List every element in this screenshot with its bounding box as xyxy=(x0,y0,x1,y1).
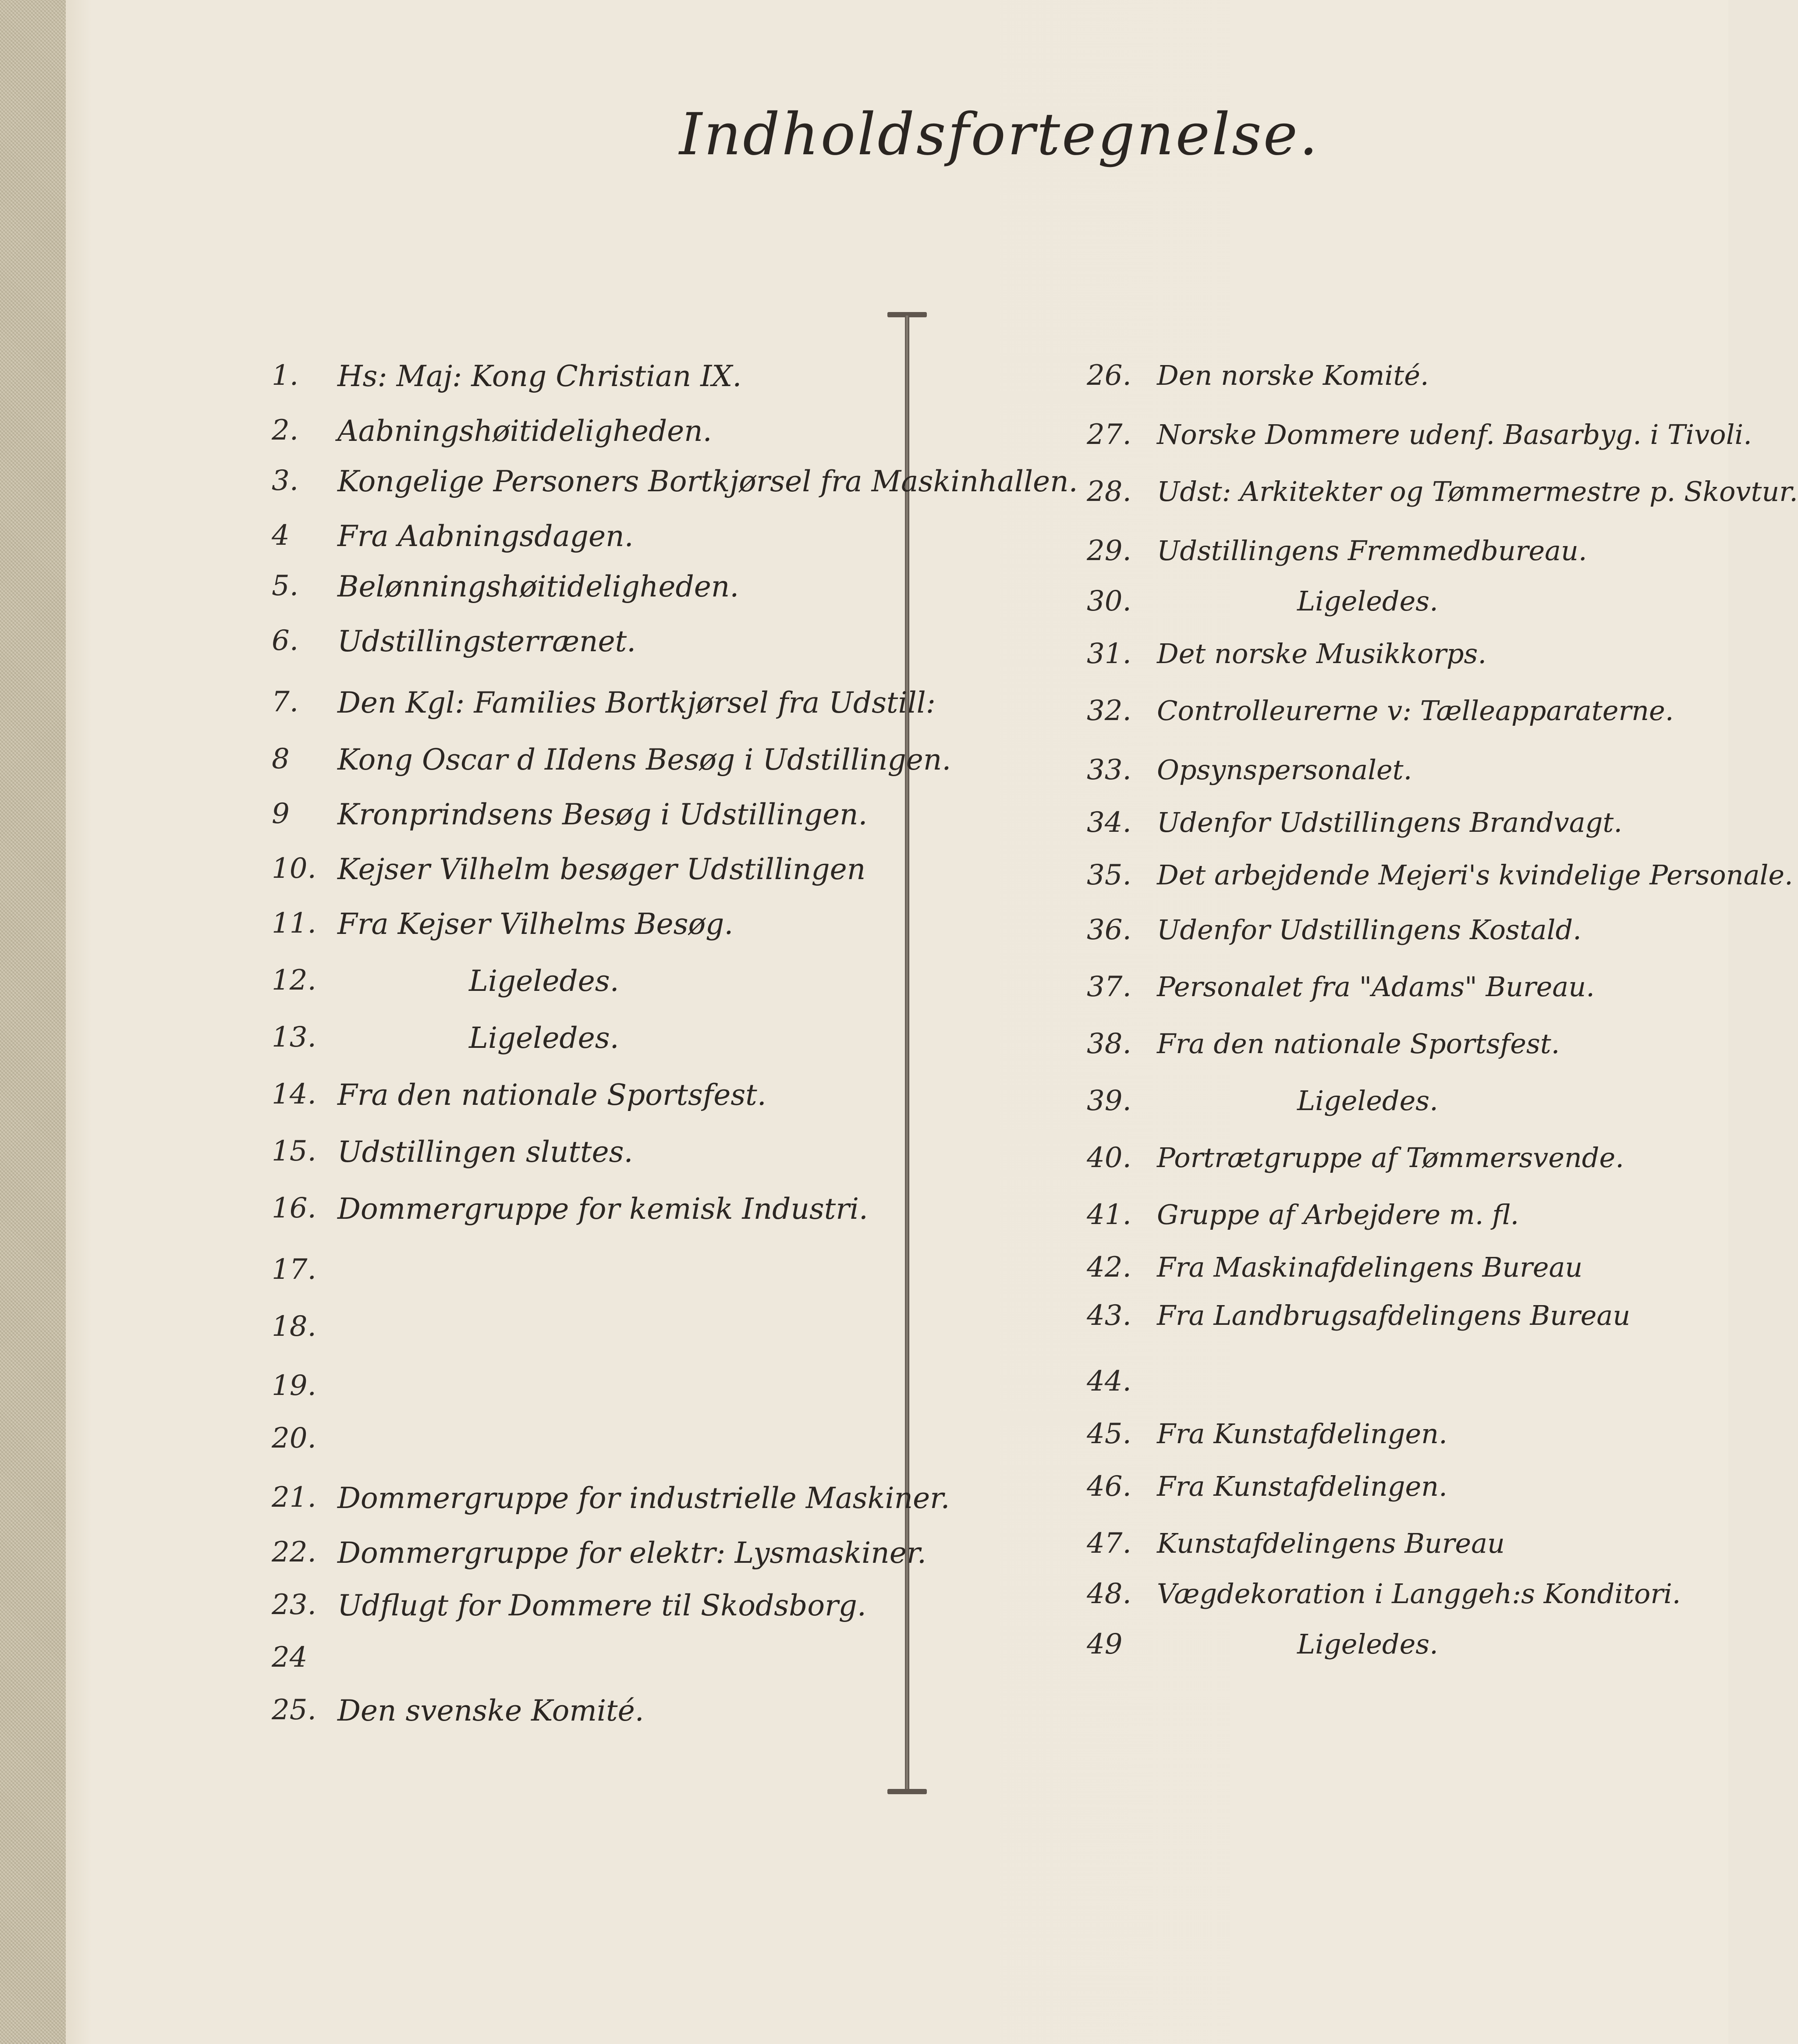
entry-number: 49 xyxy=(1087,1628,1123,1661)
entry-number: 34. xyxy=(1087,806,1131,839)
entry-number: 5. xyxy=(272,570,299,602)
entry-number: 6. xyxy=(272,625,299,657)
entry-title: Ligeledes. xyxy=(469,1021,619,1055)
entry-title: Kongelige Personers Bortkjørsel fra Maskinhallen. xyxy=(337,465,1078,498)
entry-number: 19. xyxy=(272,1370,316,1402)
binding-spine xyxy=(0,0,67,2044)
entry-number: 27. xyxy=(1087,419,1131,451)
entry-title: Fra Kunstafdelingen. xyxy=(1157,1418,1447,1450)
entry-title: Fra Aabningsdagen. xyxy=(337,519,634,553)
entry-title: Udenfor Udstillingens Kostald. xyxy=(1157,914,1582,946)
entry-title: Den Kgl: Families Bortkjørsel fra Udstill: xyxy=(337,686,936,720)
entry-title: Dommergruppe for elektr: Lysmaskiner. xyxy=(337,1536,927,1570)
entry-number: 28. xyxy=(1087,476,1131,508)
entry-number: 13. xyxy=(272,1021,316,1054)
entry-title: Gruppe af Arbejdere m. fl. xyxy=(1157,1199,1519,1231)
entry-number: 8 xyxy=(272,743,290,775)
entry-title: Fra Landbrugsafdelingens Bureau xyxy=(1157,1299,1631,1331)
entry-number: 4 xyxy=(272,519,290,552)
entry-number: 35. xyxy=(1087,859,1131,891)
entry-number: 41. xyxy=(1087,1199,1131,1231)
entry-number: 21. xyxy=(272,1481,316,1514)
entry-title: Fra Maskinafdelingens Bureau xyxy=(1157,1251,1583,1283)
entry-number: 9 xyxy=(272,798,290,830)
entry-number: 46. xyxy=(1087,1470,1131,1503)
entry-number: 23. xyxy=(272,1589,316,1621)
entry-number: 16. xyxy=(272,1192,316,1224)
entry-title: Udflugt for Dommere til Skodsborg. xyxy=(337,1589,866,1622)
entry-number: 24 xyxy=(272,1641,308,1674)
entry-title: Opsynspersonalet. xyxy=(1157,754,1412,786)
entry-number: 30. xyxy=(1087,585,1131,617)
entry-title: Udst: Arkitekter og Tømmermestre p. Skovtur. xyxy=(1157,476,1798,507)
entry-number: 40. xyxy=(1087,1142,1131,1174)
entry-title: Kronprindsens Besøg i Udstillingen. xyxy=(337,798,868,831)
entry-number: 25. xyxy=(272,1694,316,1726)
entry-title: Norske Dommere udenf. Basarbyg. i Tivoli. xyxy=(1157,419,1752,451)
rod-cap-bottom xyxy=(887,1789,927,1794)
entry-number: 44. xyxy=(1087,1365,1131,1398)
entry-number: 10. xyxy=(272,852,316,885)
entry-number: 31. xyxy=(1087,638,1131,670)
entry-number: 2. xyxy=(272,414,299,447)
entry-title: Ligeledes. xyxy=(1297,585,1438,617)
entry-number: 29. xyxy=(1087,535,1131,567)
entry-number: 39. xyxy=(1087,1085,1131,1117)
entry-number: 33. xyxy=(1087,754,1131,786)
entry-title: Controlleurerne v: Tælleapparaterne. xyxy=(1157,695,1674,727)
entry-title: Udstillingsterrænet. xyxy=(337,625,636,658)
entry-number: 36. xyxy=(1087,914,1131,946)
entry-title: Kejser Vilhelm besøger Udstillingen xyxy=(337,852,866,886)
entry-number: 18. xyxy=(272,1310,316,1343)
entry-number: 43. xyxy=(1087,1299,1131,1332)
page-title: Indholdsfortegnelse. xyxy=(679,101,1319,168)
entry-title: Udstillingen sluttes. xyxy=(337,1135,633,1169)
entry-title: Kunstafdelingens Bureau xyxy=(1157,1527,1505,1559)
entry-number: 12. xyxy=(272,964,316,997)
rod xyxy=(905,316,909,1792)
entry-title: Fra den nationale Sportsfest. xyxy=(337,1078,766,1112)
entry-number: 48. xyxy=(1087,1578,1131,1610)
entry-number: 1. xyxy=(272,359,299,392)
entry-title: Ligeledes. xyxy=(1297,1085,1438,1117)
entry-number: 26. xyxy=(1087,359,1131,392)
entry-title: Fra den nationale Sportsfest. xyxy=(1157,1028,1560,1060)
entry-title: Fra Kunstafdelingen. xyxy=(1157,1470,1447,1502)
entry-title: Belønningshøitideligheden. xyxy=(337,570,739,603)
entry-title: Vægdekoration i Langgeh:s Konditori. xyxy=(1157,1578,1681,1610)
entry-number: 3. xyxy=(272,465,299,497)
entry-number: 11. xyxy=(272,907,316,940)
entry-title: Den norske Komité. xyxy=(1157,359,1429,391)
entry-title: Fra Kejser Vilhelms Besøg. xyxy=(337,907,734,941)
entry-title: Det arbejdende Mejeri's kvindelige Personale. xyxy=(1157,859,1793,891)
entry-number: 38. xyxy=(1087,1028,1131,1060)
entry-number: 22. xyxy=(272,1536,316,1568)
entry-number: 15. xyxy=(272,1135,316,1167)
entry-number: 37. xyxy=(1087,971,1131,1003)
entry-title: Dommergruppe for kemisk Industri. xyxy=(337,1192,868,1226)
entry-number: 32. xyxy=(1087,695,1131,727)
entry-title: Det norske Musikkorps. xyxy=(1157,638,1487,670)
entry-number: 20. xyxy=(272,1422,316,1455)
entry-number: 45. xyxy=(1087,1418,1131,1450)
entry-title: Ligeledes. xyxy=(1297,1628,1438,1660)
entry-title: Hs: Maj: Kong Christian IX. xyxy=(337,359,742,393)
entry-number: 7. xyxy=(272,686,299,718)
entry-title: Udenfor Udstillingens Brandvagt. xyxy=(1157,806,1623,838)
entry-title: Den svenske Komité. xyxy=(337,1694,644,1728)
entry-number: 42. xyxy=(1087,1251,1131,1284)
entry-title: Aabningshøitideligheden. xyxy=(337,414,712,448)
entry-title: Kong Oscar d IIdens Besøg i Udstillingen. xyxy=(337,743,951,777)
entry-number: 47. xyxy=(1087,1527,1131,1560)
entry-title: Personalet fra "Adams" Bureau. xyxy=(1157,971,1595,1003)
entry-title: Udstillingens Fremmedbureau. xyxy=(1157,535,1587,567)
entry-title: Ligeledes. xyxy=(469,964,619,998)
entry-number: 14. xyxy=(272,1078,316,1111)
entry-number: 17. xyxy=(272,1253,316,1286)
entry-title: Dommergruppe for industrielle Maskiner. xyxy=(337,1481,950,1515)
entry-title: Portrætgruppe af Tømmersvende. xyxy=(1157,1142,1624,1174)
